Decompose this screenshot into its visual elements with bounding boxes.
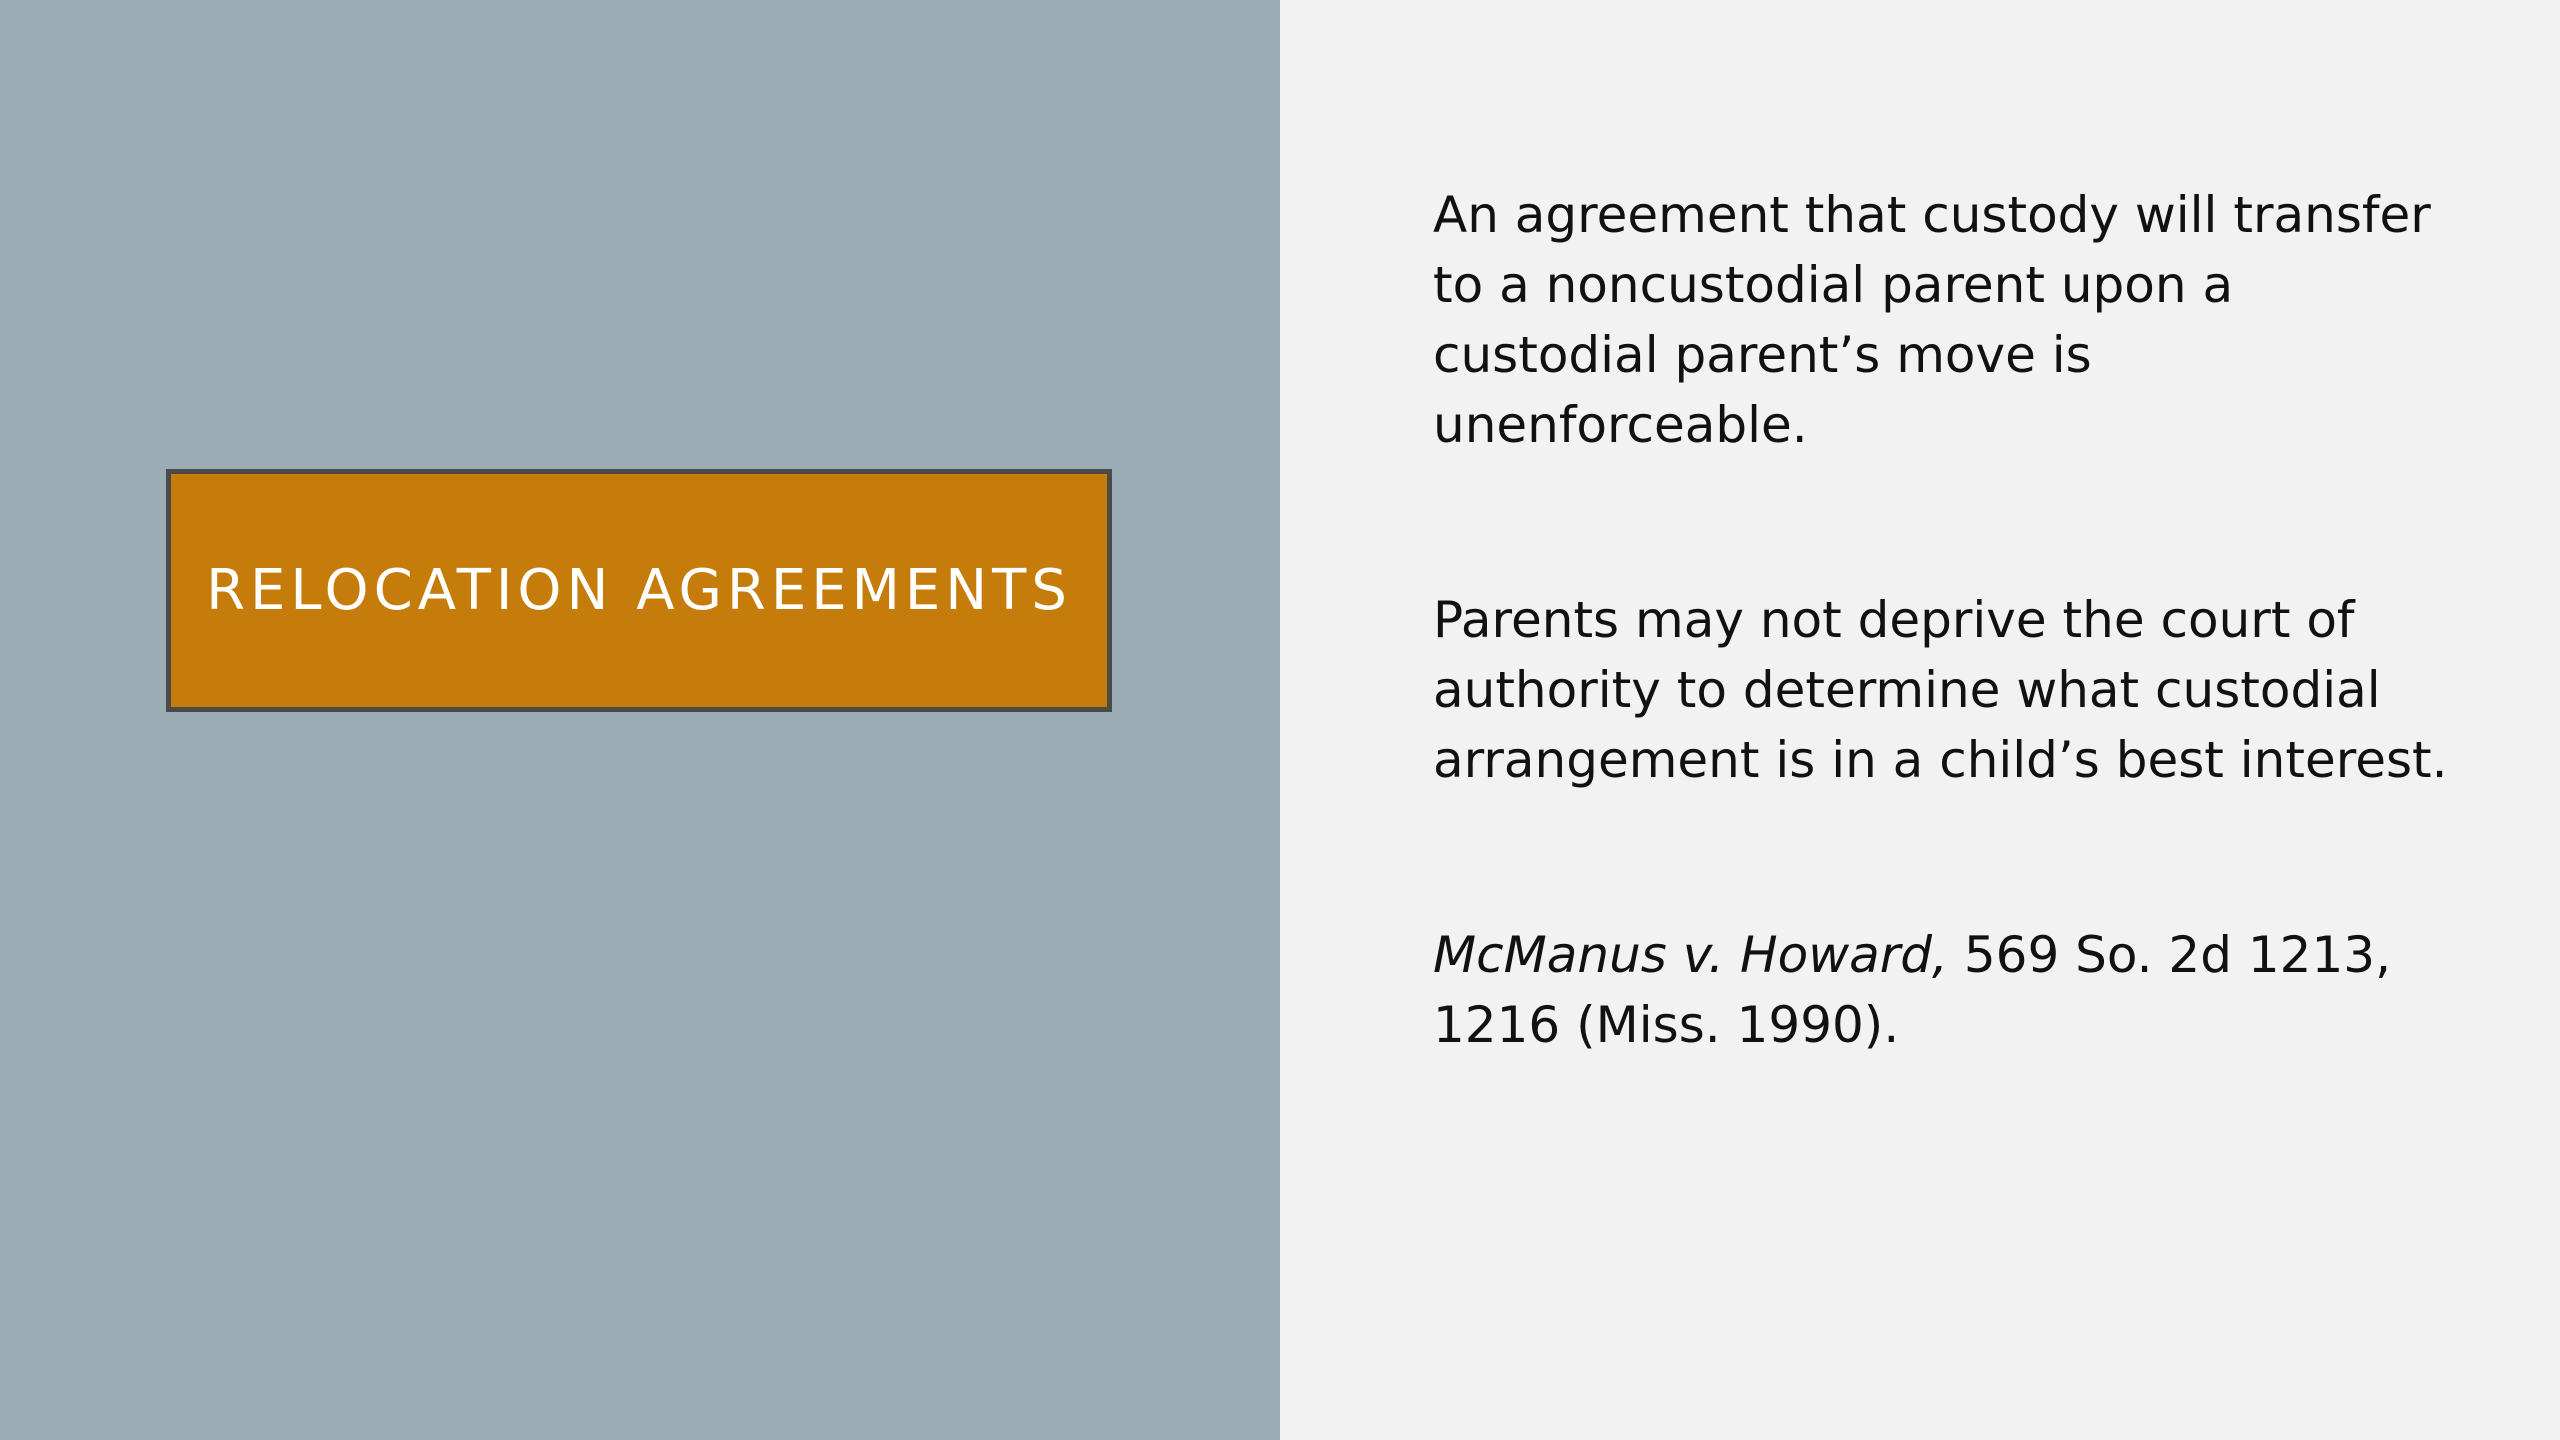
citation — [1433, 920, 2453, 1060]
slide-content — [1433, 180, 2453, 1060]
citation-case-name: McManus v. Howard, — [1433, 926, 1948, 984]
title-box — [166, 469, 1112, 712]
slide-title: RELOCATION AGREEMENTS — [206, 558, 1072, 623]
paragraph-agreement: An agreement that custody will transfer to a noncustodial parent upon a custodial parent’s move is unenforceable. — [1433, 186, 2431, 454]
citation-reference: 569 So. 2d 1213, 1216 (Miss. 1990). — [1433, 926, 2391, 1054]
paragraph-court-authority: Parents may not deprive the court of authority to determine what custodial arrangement is in a child’s best interest. — [1433, 591, 2448, 789]
